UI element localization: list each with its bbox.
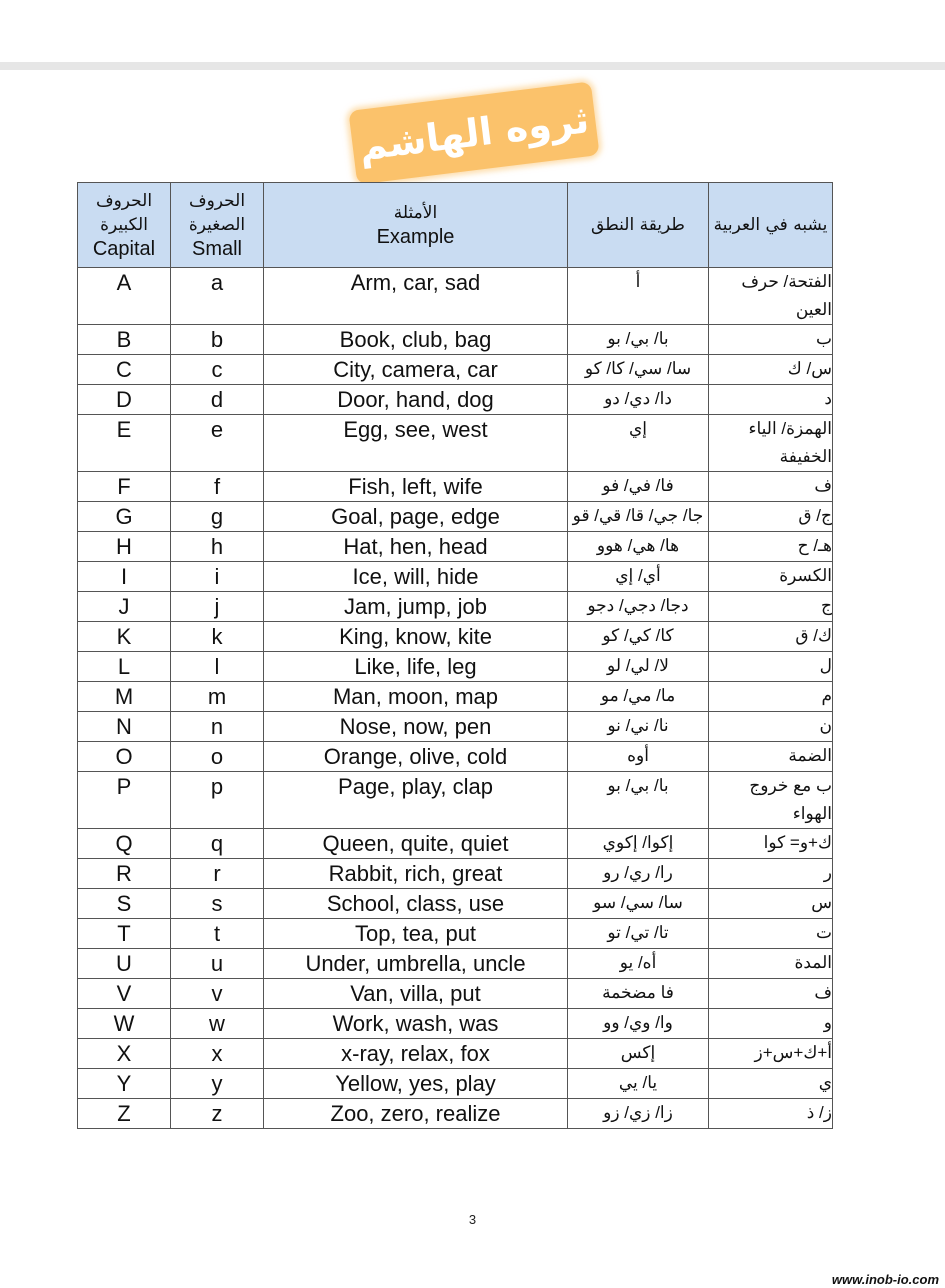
table-row xyxy=(78,502,833,532)
table-row xyxy=(78,622,833,652)
pronunciation: أه/ يو xyxy=(568,949,709,979)
example-words: Arm, car, sad xyxy=(264,268,568,325)
arabic-similar: الضمة xyxy=(709,742,833,772)
example-words: Door, hand, dog xyxy=(264,385,568,415)
arabic-similar: ن xyxy=(709,712,833,742)
header-pronunciation: طريقة النطق xyxy=(568,183,709,268)
table-row xyxy=(78,682,833,712)
table-row xyxy=(78,712,833,742)
letter-capital: F xyxy=(78,472,171,502)
table-row xyxy=(78,919,833,949)
example-words: School, class, use xyxy=(264,889,568,919)
example-words: Book, club, bag xyxy=(264,325,568,355)
arabic-similar: ج/ ق xyxy=(709,502,833,532)
author-stamp-text: ثروه الهاشم xyxy=(356,97,592,169)
table-row xyxy=(78,742,833,772)
pronunciation: با/ بي/ بو xyxy=(568,772,709,829)
example-words: Rabbit, rich, great xyxy=(264,859,568,889)
letter-capital: W xyxy=(78,1009,171,1039)
letter-capital: J xyxy=(78,592,171,622)
letter-capital: O xyxy=(78,742,171,772)
example-words: Zoo, zero, realize xyxy=(264,1099,568,1129)
pronunciation: يا/ يي xyxy=(568,1069,709,1099)
example-words: Page, play, clap xyxy=(264,772,568,829)
letter-small: j xyxy=(171,592,264,622)
letter-capital: L xyxy=(78,652,171,682)
arabic-similar: ف xyxy=(709,979,833,1009)
header-similar: يشبه في العربية xyxy=(709,183,833,268)
page-number: 3 xyxy=(468,1212,477,1227)
pronunciation: سا/ سي/ سو xyxy=(568,889,709,919)
arabic-similar: ر xyxy=(709,859,833,889)
letter-small: q xyxy=(171,829,264,859)
pronunciation: فا مضخمة xyxy=(568,979,709,1009)
pronunciation: ها/ هي/ هوو xyxy=(568,532,709,562)
letter-capital: U xyxy=(78,949,171,979)
pronunciation: نا/ ني/ نو xyxy=(568,712,709,742)
example-words: Ice, will, hide xyxy=(264,562,568,592)
author-stamp xyxy=(348,81,599,184)
letter-capital: N xyxy=(78,712,171,742)
arabic-similar: د xyxy=(709,385,833,415)
letter-small: s xyxy=(171,889,264,919)
pronunciation: لا/ لي/ لو xyxy=(568,652,709,682)
header-small xyxy=(171,183,264,268)
arabic-similar: ي xyxy=(709,1069,833,1099)
table-row xyxy=(78,268,833,325)
table-row xyxy=(78,1069,833,1099)
arabic-similar: الفتحة/ حرف العين xyxy=(709,268,833,325)
example-words: Work, wash, was xyxy=(264,1009,568,1039)
alphabet-table xyxy=(77,182,833,1129)
letter-capital: Y xyxy=(78,1069,171,1099)
letter-small: h xyxy=(171,532,264,562)
table-row xyxy=(78,949,833,979)
table-row xyxy=(78,355,833,385)
arabic-similar: ك+و= كوا xyxy=(709,829,833,859)
pronunciation: را/ ري/ رو xyxy=(568,859,709,889)
table-row xyxy=(78,415,833,472)
table-row xyxy=(78,592,833,622)
letter-capital: R xyxy=(78,859,171,889)
letter-small: t xyxy=(171,919,264,949)
letter-capital: V xyxy=(78,979,171,1009)
table-row xyxy=(78,1099,833,1129)
pronunciation: دا/ دي/ دو xyxy=(568,385,709,415)
pronunciation: أي/ إي xyxy=(568,562,709,592)
letter-small: c xyxy=(171,355,264,385)
table-row xyxy=(78,532,833,562)
arabic-similar: الهمزة/ الياء الخفيفة xyxy=(709,415,833,472)
top-band xyxy=(0,62,945,70)
example-words: Nose, now, pen xyxy=(264,712,568,742)
table-row xyxy=(78,562,833,592)
letter-capital: E xyxy=(78,415,171,472)
example-words: Top, tea, put xyxy=(264,919,568,949)
header-small-ar: الحروف الصغيرة xyxy=(188,191,246,235)
letter-capital: D xyxy=(78,385,171,415)
letter-small: n xyxy=(171,712,264,742)
letter-small: a xyxy=(171,268,264,325)
arabic-similar: ل xyxy=(709,652,833,682)
letter-capital: A xyxy=(78,268,171,325)
letter-small: f xyxy=(171,472,264,502)
example-words: Man, moon, map xyxy=(264,682,568,712)
letter-capital: B xyxy=(78,325,171,355)
letter-capital: C xyxy=(78,355,171,385)
table-row xyxy=(78,979,833,1009)
example-words: Egg, see, west xyxy=(264,415,568,472)
table-row xyxy=(78,1009,833,1039)
pronunciation: دجا/ دجي/ دجو xyxy=(568,592,709,622)
table-row xyxy=(78,889,833,919)
pronunciation: إي xyxy=(568,415,709,472)
pronunciation: وا/ وي/ وو xyxy=(568,1009,709,1039)
table-row xyxy=(78,1039,833,1069)
letter-small: g xyxy=(171,502,264,532)
example-words: Jam, jump, job xyxy=(264,592,568,622)
header-example-en: Example xyxy=(376,226,455,248)
pronunciation: با/ بي/ بو xyxy=(568,325,709,355)
letter-capital: X xyxy=(78,1039,171,1069)
pronunciation: تا/ تي/ تو xyxy=(568,919,709,949)
watermark-text: www.inob-io.com xyxy=(831,1272,939,1287)
table-row xyxy=(78,325,833,355)
letter-small: i xyxy=(171,562,264,592)
arabic-similar: الكسرة xyxy=(709,562,833,592)
header-example xyxy=(264,183,568,268)
letter-capital: K xyxy=(78,622,171,652)
arabic-similar: ج xyxy=(709,592,833,622)
letter-capital: M xyxy=(78,682,171,712)
letter-small: o xyxy=(171,742,264,772)
letter-capital: T xyxy=(78,919,171,949)
arabic-similar: م xyxy=(709,682,833,712)
letter-small: k xyxy=(171,622,264,652)
letter-small: u xyxy=(171,949,264,979)
arabic-similar: ب xyxy=(709,325,833,355)
table-row xyxy=(78,472,833,502)
arabic-similar: ز/ ذ xyxy=(709,1099,833,1129)
arabic-similar: ب مع خروج الهواء xyxy=(709,772,833,829)
pronunciation: جا/ جي/ قا/ قي/ قو xyxy=(568,502,709,532)
example-words: Fish, left, wife xyxy=(264,472,568,502)
pronunciation: ما/ مي/ مو xyxy=(568,682,709,712)
arabic-similar: هـ/ ح xyxy=(709,532,833,562)
letter-small: e xyxy=(171,415,264,472)
letter-small: z xyxy=(171,1099,264,1129)
table-row xyxy=(78,652,833,682)
arabic-similar: ت xyxy=(709,919,833,949)
letter-capital: G xyxy=(78,502,171,532)
arabic-similar: أ+ك+س+ز xyxy=(709,1039,833,1069)
pronunciation: أوه xyxy=(568,742,709,772)
example-words: Under, umbrella, uncle xyxy=(264,949,568,979)
example-words: Yellow, yes, play xyxy=(264,1069,568,1099)
table-row xyxy=(78,859,833,889)
header-capital xyxy=(78,183,171,268)
table-body xyxy=(78,268,833,1129)
letter-small: l xyxy=(171,652,264,682)
letter-small: y xyxy=(171,1069,264,1099)
letter-capital: H xyxy=(78,532,171,562)
pronunciation: كا/ كي/ كو xyxy=(568,622,709,652)
table-row xyxy=(78,772,833,829)
pronunciation: أ xyxy=(568,268,709,325)
header-capital-ar: الحروف الكبيرة xyxy=(95,191,153,235)
example-words: Van, villa, put xyxy=(264,979,568,1009)
example-words: Queen, quite, quiet xyxy=(264,829,568,859)
pronunciation: زا/ زي/ زو xyxy=(568,1099,709,1129)
pronunciation: إكس xyxy=(568,1039,709,1069)
letter-capital: S xyxy=(78,889,171,919)
header-capital-en: Capital xyxy=(92,238,156,260)
arabic-similar: ك/ ق xyxy=(709,622,833,652)
pronunciation: فا/ في/ فو xyxy=(568,472,709,502)
arabic-similar: ف xyxy=(709,472,833,502)
arabic-similar: المدة xyxy=(709,949,833,979)
example-words: Like, life, leg xyxy=(264,652,568,682)
letter-small: p xyxy=(171,772,264,829)
letter-small: x xyxy=(171,1039,264,1069)
example-words: King, know, kite xyxy=(264,622,568,652)
letter-capital: P xyxy=(78,772,171,829)
table-header-row xyxy=(78,183,833,268)
pronunciation: سا/ سي/ كا/ كو xyxy=(568,355,709,385)
letter-capital: Z xyxy=(78,1099,171,1129)
letter-capital: Q xyxy=(78,829,171,859)
letter-small: d xyxy=(171,385,264,415)
arabic-similar: و xyxy=(709,1009,833,1039)
letter-small: r xyxy=(171,859,264,889)
table-row xyxy=(78,829,833,859)
header-example-ar: الأمثلة xyxy=(393,203,438,223)
pronunciation: إكوا/ إكوي xyxy=(568,829,709,859)
arabic-similar: س/ ك xyxy=(709,355,833,385)
letter-small: w xyxy=(171,1009,264,1039)
example-words: Hat, hen, head xyxy=(264,532,568,562)
letter-small: m xyxy=(171,682,264,712)
header-small-en: Small xyxy=(191,238,242,260)
example-words: Goal, page, edge xyxy=(264,502,568,532)
example-words: x-ray, relax, fox xyxy=(264,1039,568,1069)
letter-small: b xyxy=(171,325,264,355)
letter-small: v xyxy=(171,979,264,1009)
example-words: Orange, olive, cold xyxy=(264,742,568,772)
example-words: City, camera, car xyxy=(264,355,568,385)
arabic-similar: س xyxy=(709,889,833,919)
letter-capital: I xyxy=(78,562,171,592)
table-row xyxy=(78,385,833,415)
